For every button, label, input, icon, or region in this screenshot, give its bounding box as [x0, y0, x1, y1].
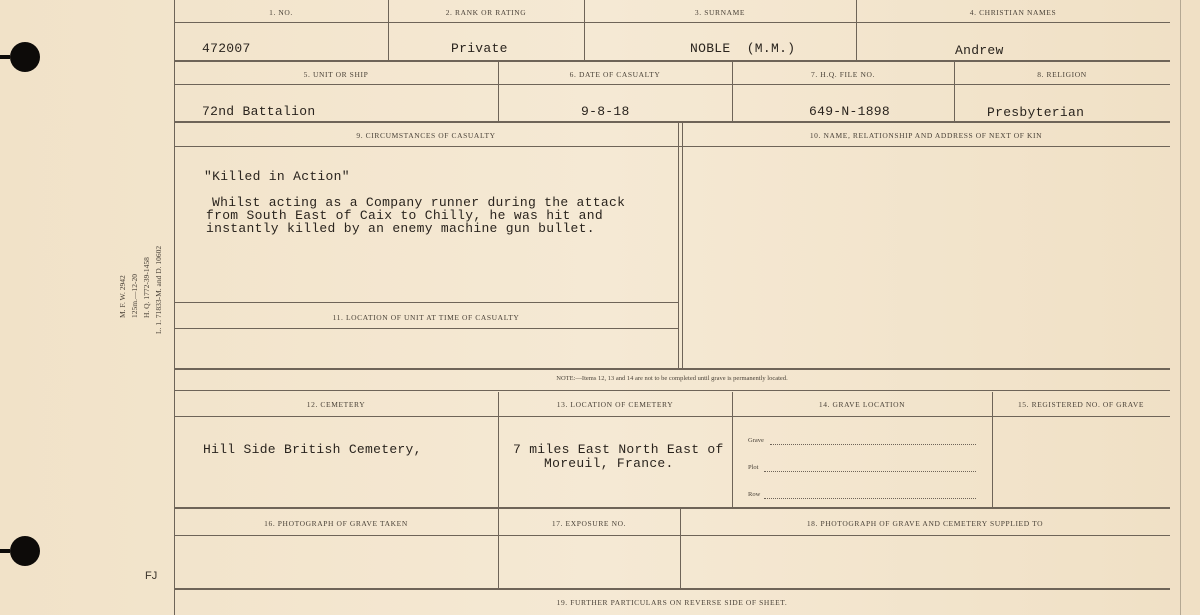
- note-text: NOTE:—Items 12, 13 and 14 are not to be completed until grave is permanently located.: [556, 375, 788, 382]
- rule: [174, 84, 1170, 85]
- value-date: 9-8-18: [581, 104, 630, 119]
- side-print-1: M. F. W. 2942: [118, 275, 127, 318]
- cemetery-location-line-2: Moreuil, France.: [544, 456, 674, 471]
- label-file: 7. H.Q. FILE NO.: [811, 70, 875, 79]
- value-unit: 72nd Battalion: [202, 104, 316, 119]
- value-no: 472007: [202, 41, 251, 56]
- row-label: Row: [748, 491, 761, 498]
- label-surname: 3. SURNAME: [694, 8, 746, 17]
- value-christian: Andrew: [955, 43, 1004, 58]
- row-dotted-line: [764, 498, 976, 499]
- punch-hole-top: [10, 42, 40, 72]
- label-photo-supplied: 18. PHOTOGRAPH OF GRAVE AND CEMETERY SUPPLIED TO: [806, 519, 1044, 528]
- label-cemetery: 12. CEMETERY: [306, 400, 366, 409]
- value-surname: NOBLE (M.M.): [690, 41, 796, 56]
- value-rank: Private: [451, 41, 508, 56]
- side-print-4: L. 1. 71833-M. and D. 10602: [154, 245, 163, 334]
- rule: [174, 302, 678, 303]
- rule: [732, 392, 733, 508]
- rule: [174, 328, 678, 329]
- label-christian: 4. CHRISTIAN NAMES: [969, 8, 1057, 17]
- label-no: 1. NO.: [269, 8, 293, 17]
- value-cemetery: Hill Side British Cemetery,: [203, 442, 422, 457]
- rule: [174, 588, 1170, 590]
- side-print-3: H. Q. 1772-39-1458: [142, 257, 151, 318]
- label-religion: 8. RELIGION: [1037, 70, 1087, 79]
- label-cemetery-location: 13. LOCATION OF CEMETERY: [556, 400, 674, 409]
- frame-right-line: [1180, 0, 1181, 615]
- rule: [682, 123, 683, 369]
- rule: [498, 392, 499, 508]
- rule: [174, 507, 1170, 509]
- rule: [992, 392, 993, 508]
- side-print-2: 125m.—12-20: [130, 274, 139, 318]
- circumstances-line-4: instantly killed by an enemy machine gun bullet.: [206, 221, 595, 236]
- rule: [174, 390, 1170, 391]
- rule: [678, 123, 679, 369]
- label-photo-taken: 16. PHOTOGRAPH OF GRAVE TAKEN: [264, 519, 408, 528]
- label-further-particulars: 19. FURTHER PARTICULARS ON REVERSE SIDE OF SHEET.: [556, 598, 788, 607]
- value-file: 649-N-1898: [809, 104, 891, 119]
- label-next-of-kin: 10. NAME, RELATIONSHIP AND ADDRESS OF NEXT OF KIN: [809, 131, 1043, 140]
- circumstances-line-3: from South East of Caix to Chilly, he was hit and: [206, 208, 603, 223]
- label-date: 6. DATE OF CASUALTY: [569, 70, 661, 79]
- rule: [174, 22, 1170, 23]
- initials: FJ: [145, 570, 158, 582]
- label-grave-location: 14. GRAVE LOCATION: [818, 400, 906, 409]
- label-location-unit: 11. LOCATION OF UNIT AT TIME OF CASUALTY: [332, 313, 520, 322]
- rule: [174, 368, 1170, 370]
- rule: [174, 121, 1170, 123]
- rule: [174, 416, 1170, 417]
- plot-label: Plot: [748, 464, 759, 471]
- label-unit: 5. UNIT OR SHIP: [303, 70, 369, 79]
- circumstances-line-2: Whilst acting as a Company runner during the attack: [212, 195, 626, 210]
- circumstances-line-1: "Killed in Action": [204, 169, 350, 184]
- plot-dotted-line: [764, 471, 976, 472]
- rule: [174, 60, 1170, 62]
- cemetery-location-line-1: 7 miles East North East of: [513, 442, 724, 457]
- grave-label: Grave: [748, 437, 764, 444]
- rule: [174, 535, 1170, 536]
- label-exposure: 17. EXPOSURE NO.: [551, 519, 627, 528]
- punch-hole-bottom: [10, 536, 40, 566]
- label-circumstances: 9. CIRCUMSTANCES OF CASUALTY: [356, 131, 496, 140]
- rule: [174, 146, 1170, 147]
- grave-dotted-line: [770, 444, 976, 445]
- value-religion: Presbyterian: [987, 105, 1085, 120]
- label-rank: 2. RANK OR RATING: [445, 8, 527, 17]
- label-registered: 15. REGISTERED NO. OF GRAVE: [1017, 400, 1145, 409]
